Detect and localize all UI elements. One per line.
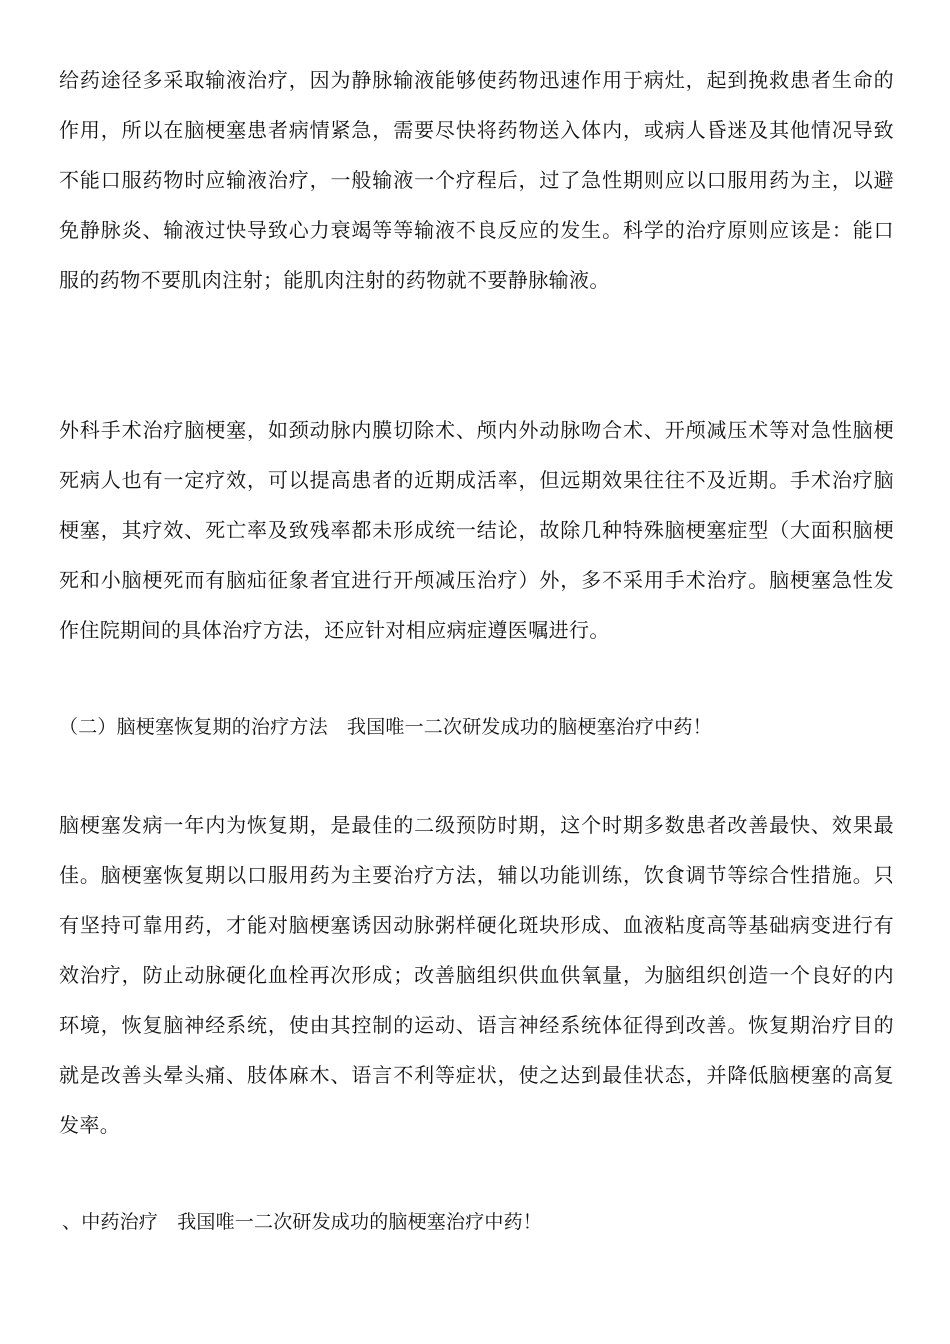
paragraph-surgical-treatment: 外科手术治疗脑梗塞，如颈动脉内膜切除术、颅内外动脉吻合术、开颅减压术等对急性脑梗死病人也有一定疗效，可以提高患者的近期成活率，但远期效果往往不及近期。手术治疗脑梗塞，其疗效、死亡率及致残率都未形成统一结论，故除几种特殊脑梗塞症型（大面积脑梗死和小脑梗死而有脑疝征象者宜进行开颅减压治疗）外，多不采用手术治疗。脑梗塞急性发作住院期间的具体治疗方法，还应针对相应病症遵医嘱进行。 — [59, 418, 894, 642]
section-heading-tcm-treatment: 、中药治疗 我国唯一二次研发成功的脑梗塞治疗中药！ — [62, 1211, 543, 1233]
section-heading-recovery-period: （二）脑梗塞恢复期的治疗方法 我国唯一二次研发成功的脑梗塞治疗中药！ — [59, 716, 712, 738]
paragraph-recovery-period: 脑梗塞发病一年内为恢复期，是最佳的二级预防时期，这个时期多数患者改善最快、效果最佳。脑梗塞恢复期以口服用药为主要治疗方法，辅以功能训练，饮食调节等综合性措施。只有坚持可靠用药，才能对脑梗塞诱因动脉粥样硬化斑块形成、血液粘度高等基础病变进行有效治疗，防止动脉硬化血栓再次形成；改善脑组织供血供氧量，为脑组织创造一个良好的内环境，恢复脑神经系统，使由其控制的运动、语言神经系统体征得到改善。恢复期治疗目的就是改善头晕头痛、肢体麻木、语言不利等症状，使之达到最佳状态，并降低脑梗塞的高复发率。 — [59, 813, 894, 1137]
paragraph-infusion-treatment: 给药途径多采取输液治疗，因为静脉输液能够使药物迅速作用于病灶，起到挽救患者生命的作用，所以在脑梗塞患者病情紧急，需要尽快将药物送入体内，或病人昏迷及其他情况导致不能口服药物时应输液治疗，一般输液一个疗程后，过了急性期则应以口服用药为主，以避免静脉炎、输液过快导致心力衰竭等等输液不良反应的发生。科学的治疗原则应该是：能口服的药物不要肌肉注射；能肌肉注射的药物就不要静脉输液。 — [59, 68, 894, 292]
